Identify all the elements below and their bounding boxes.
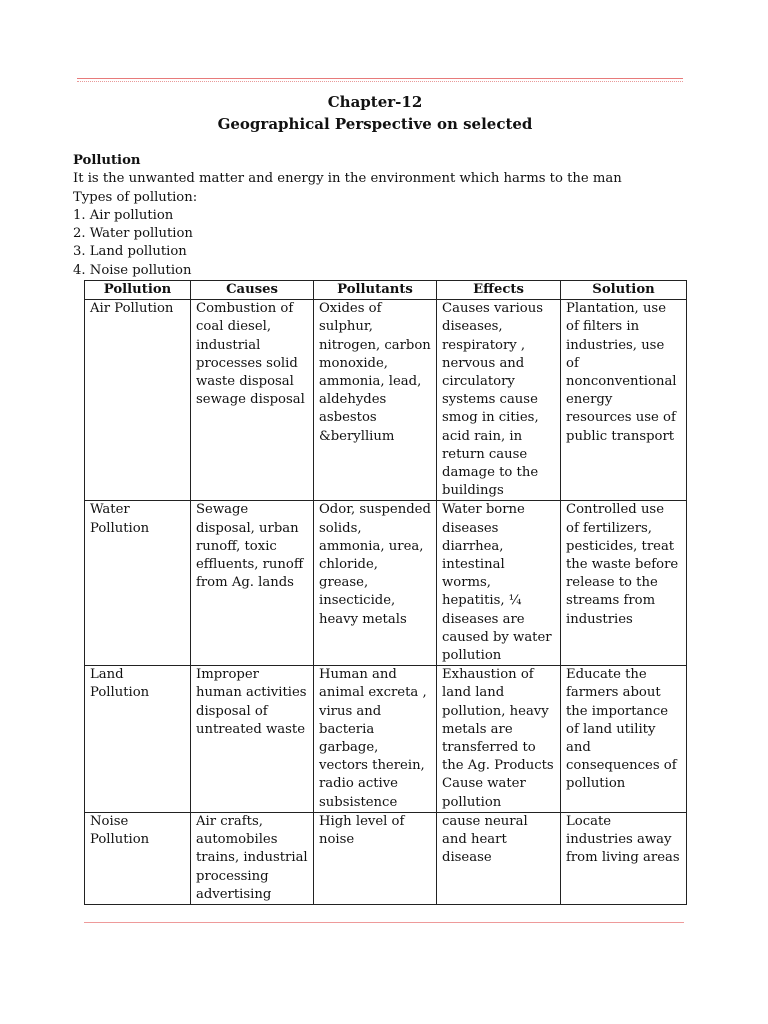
- cell-pollutants: Human and animal excreta , virus and bacteria garbage, vectors therein, radio active subsistence: [314, 666, 437, 813]
- table-row: [85, 300, 687, 501]
- types-heading: Types of pollution:: [73, 189, 198, 205]
- type-item-noise: 4. Noise pollution: [73, 262, 192, 278]
- cell-effects: Exhaustion of land land pollution, heavy metals are transferred to the Ag. Products Cause water pollution: [437, 666, 561, 813]
- type-item-water: 2. Water pollution: [73, 226, 193, 242]
- header-pollution: Pollution: [85, 281, 191, 300]
- cell-solution: Plantation, use of filters in industries, use of nonconventional energy resources use of public transport: [561, 300, 687, 501]
- cell-pollutants: Odor, suspended solids, ammonia, urea, chloride, grease, insecticide, heavy metals: [314, 501, 437, 666]
- cell-solution: Educate the farmers about the importance of land utility and consequences of pollution: [561, 666, 687, 813]
- type-item-air: 1. Air pollution: [73, 207, 174, 223]
- cell-pollution: Noise Pollution: [85, 812, 191, 904]
- cell-pollution: Water Pollution: [85, 501, 191, 666]
- header-effects: Effects: [437, 281, 561, 300]
- footer-rule: [84, 922, 684, 923]
- cell-causes: Combustion of coal diesel, industrial processes solid waste disposal sewage disposal: [191, 300, 314, 501]
- chapter-heading: Chapter-12: [327, 93, 423, 111]
- cell-effects: Water borne diseases diarrhea, intestinal worms, hepatitis, ¼ diseases are caused by water pollution: [437, 501, 561, 666]
- type-item-land: 3. Land pollution: [73, 244, 187, 260]
- section-heading: Pollution: [73, 153, 141, 168]
- table-row: [85, 812, 687, 904]
- cell-causes: Improper human activities disposal of untreated waste: [191, 666, 314, 813]
- cell-pollution: Air Pollution: [85, 300, 191, 501]
- intro-section: [73, 152, 622, 280]
- cell-pollutants: High level of noise: [314, 812, 437, 904]
- chapter-title: Geographical Perspective on selected: [217, 115, 533, 133]
- cell-pollutants: Oxides of sulphur, nitrogen, carbon monoxide, ammonia, lead, aldehydes asbestos &beryllium: [314, 300, 437, 501]
- pollution-table: [84, 280, 687, 905]
- header-solution: Solution: [561, 281, 687, 300]
- header-rule-dotted: [77, 81, 683, 82]
- header-causes: Causes: [191, 281, 314, 300]
- table-row: [85, 501, 687, 666]
- cell-solution: Controlled use of fertilizers, pesticides, treat the waste before release to the streams from industries: [561, 501, 687, 666]
- definition-text: It is the unwanted matter and energy in the environment which harms to the man: [73, 171, 622, 187]
- header-pollutants: Pollutants: [314, 281, 437, 300]
- cell-causes: Sewage disposal, urban runoff, toxic effluents, runoff from Ag. lands: [191, 501, 314, 666]
- table-header-row: [85, 281, 687, 300]
- cell-solution: Locate industries away from living areas: [561, 812, 687, 904]
- table-row: [85, 666, 687, 813]
- header-rule: [77, 78, 683, 79]
- cell-causes: Air crafts, automobiles trains, industrial processing advertising: [191, 812, 314, 904]
- cell-pollution: Land Pollution: [85, 666, 191, 813]
- cell-effects: cause neural and heart disease: [437, 812, 561, 904]
- cell-effects: Causes various diseases, respiratory , nervous and circulatory systems cause smog in cities, acid rain, in return cause damage to the buildings: [437, 300, 561, 501]
